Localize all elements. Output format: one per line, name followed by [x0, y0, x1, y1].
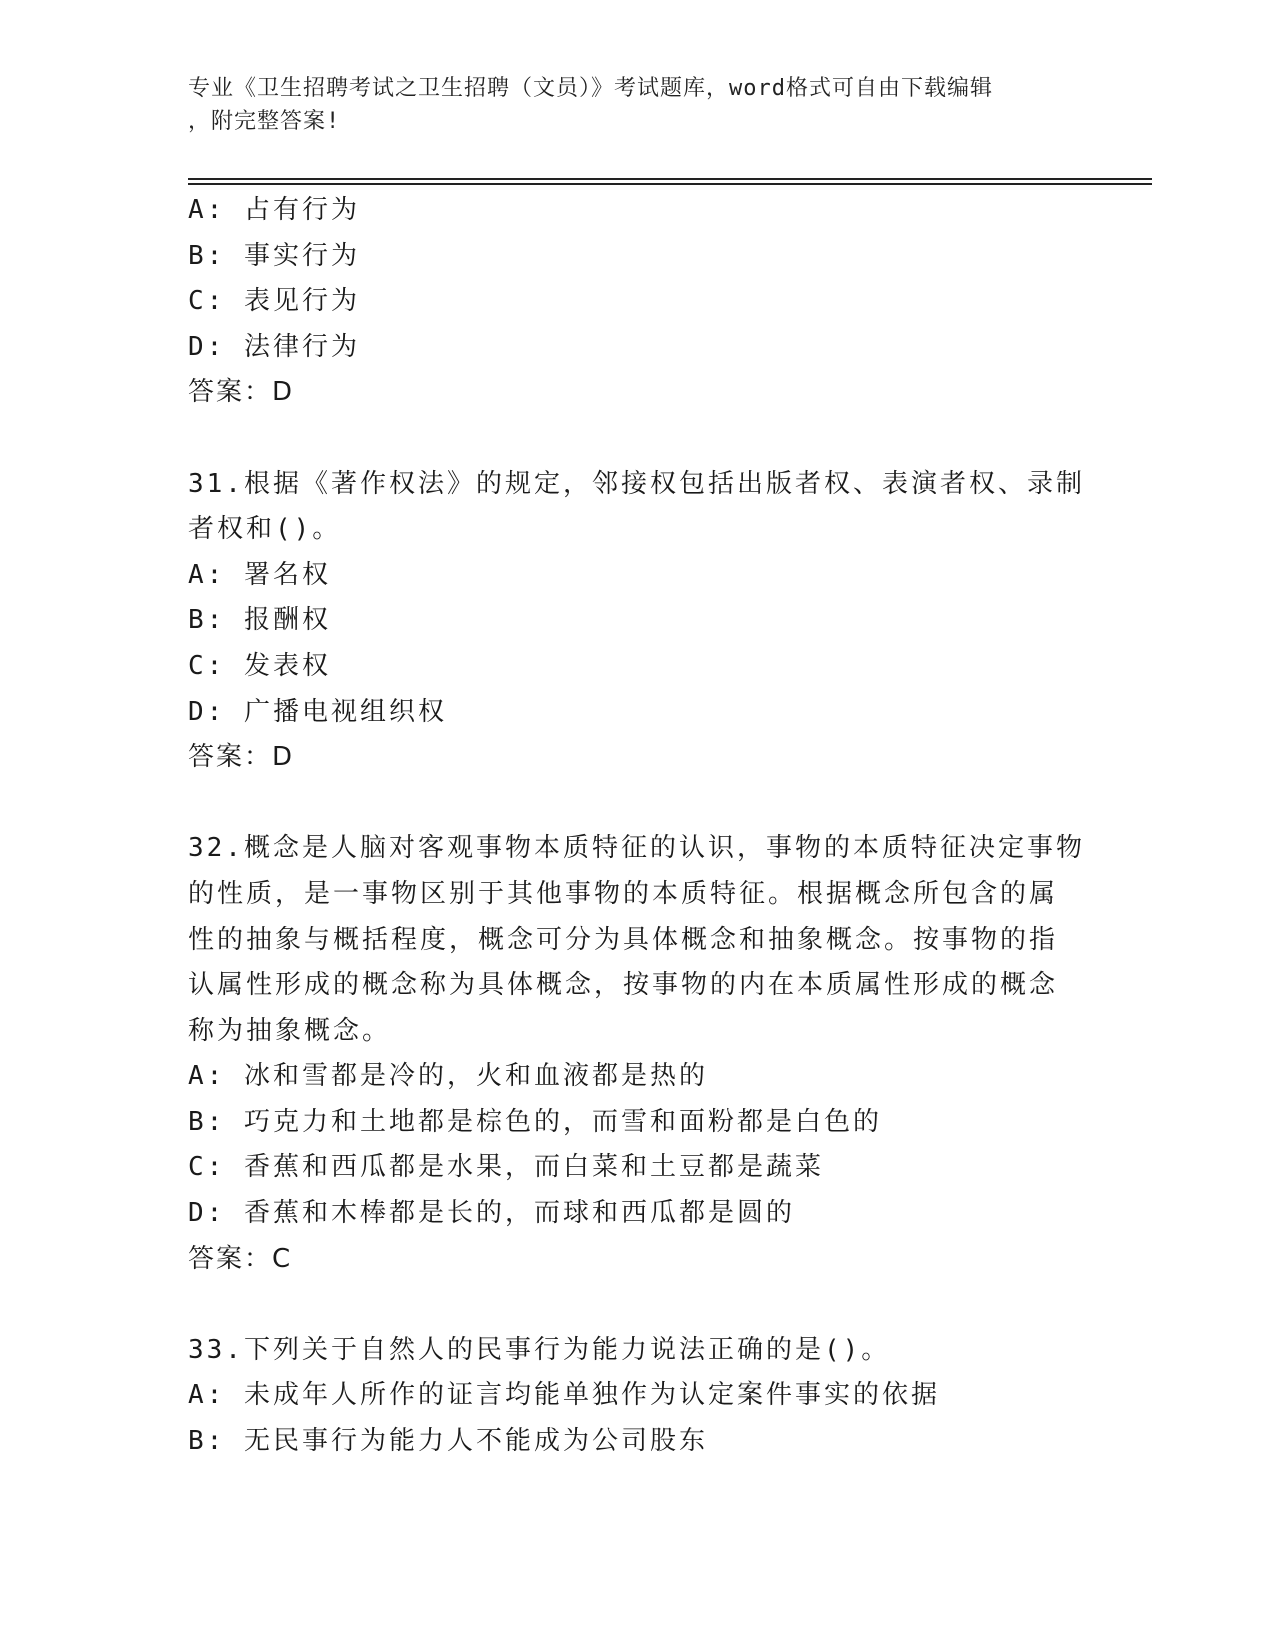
question-stem-line: 的性质，是一事物区别于其他事物的本质特征。根据概念所包含的属 [188, 878, 1059, 909]
question-stem-line: 31.根据《著作权法》的规定，邻接权包括出版者权、表演者权、录制 [188, 468, 1085, 499]
question-stem-line: 者权和()。 [188, 514, 342, 545]
question-gap [188, 416, 1088, 462]
header-line-2: ，附完整答案! [188, 109, 341, 134]
question-33 [188, 1328, 1088, 1465]
question-stem-line: 认属性形成的概念称为具体概念，按事物的内在本质属性形成的概念 [188, 970, 1059, 1001]
header-divider-top [188, 178, 1152, 180]
option-b: B: 事实行为 [188, 240, 360, 271]
question-stem-line: 性的抽象与概括程度，概念可分为具体概念和抽象概念。按事物的指 [188, 924, 1059, 955]
option-b: B: 无民事行为能力人不能成为公司股东 [188, 1426, 708, 1457]
option-c: C: 表见行为 [188, 286, 360, 317]
question-32 [188, 826, 1088, 1282]
answer: 答案：C [188, 1243, 293, 1274]
question-30-continued [188, 188, 1088, 416]
option-a: A: 署名权 [188, 559, 331, 590]
option-a: A: 占有行为 [188, 195, 360, 225]
answer: 答案：D [188, 742, 295, 773]
header-line-1: 专业《卫生招聘考试之卫生招聘（文员）》考试题库，word格式可自由下载编辑 [188, 76, 993, 101]
header-divider-bottom [188, 183, 1152, 185]
question-stem-line: 33.下列关于自然人的民事行为能力说法正确的是()。 [188, 1334, 891, 1365]
option-d: D: 广播电视组织权 [188, 696, 447, 727]
option-c: C: 香蕉和西瓜都是水果，而白菜和土豆都是蔬菜 [188, 1152, 824, 1183]
question-stem-line: 称为抽象概念。 [188, 1015, 392, 1046]
answer: 答案：D [188, 377, 295, 408]
option-d: D: 法律行为 [188, 331, 360, 362]
question-31 [188, 462, 1088, 781]
question-gap [188, 1282, 1088, 1328]
option-b: B: 报酬权 [188, 605, 331, 636]
option-b: B: 巧克力和土地都是棕色的，而雪和面粉都是白色的 [188, 1106, 882, 1137]
option-a: A: 未成年人所作的证言均能单独作为认定案件事实的依据 [188, 1380, 940, 1411]
question-gap [188, 781, 1088, 827]
option-d: D: 香蕉和木棒都是长的，而球和西瓜都是圆的 [188, 1198, 795, 1229]
document-header [188, 72, 1088, 138]
option-c: C: 发表权 [188, 650, 331, 681]
option-a: A: 冰和雪都是冷的，火和血液都是热的 [188, 1061, 708, 1092]
document-body [188, 188, 1088, 1465]
question-stem-line: 32.概念是人脑对客观事物本质特征的认识，事物的本质特征决定事物 [188, 833, 1085, 864]
